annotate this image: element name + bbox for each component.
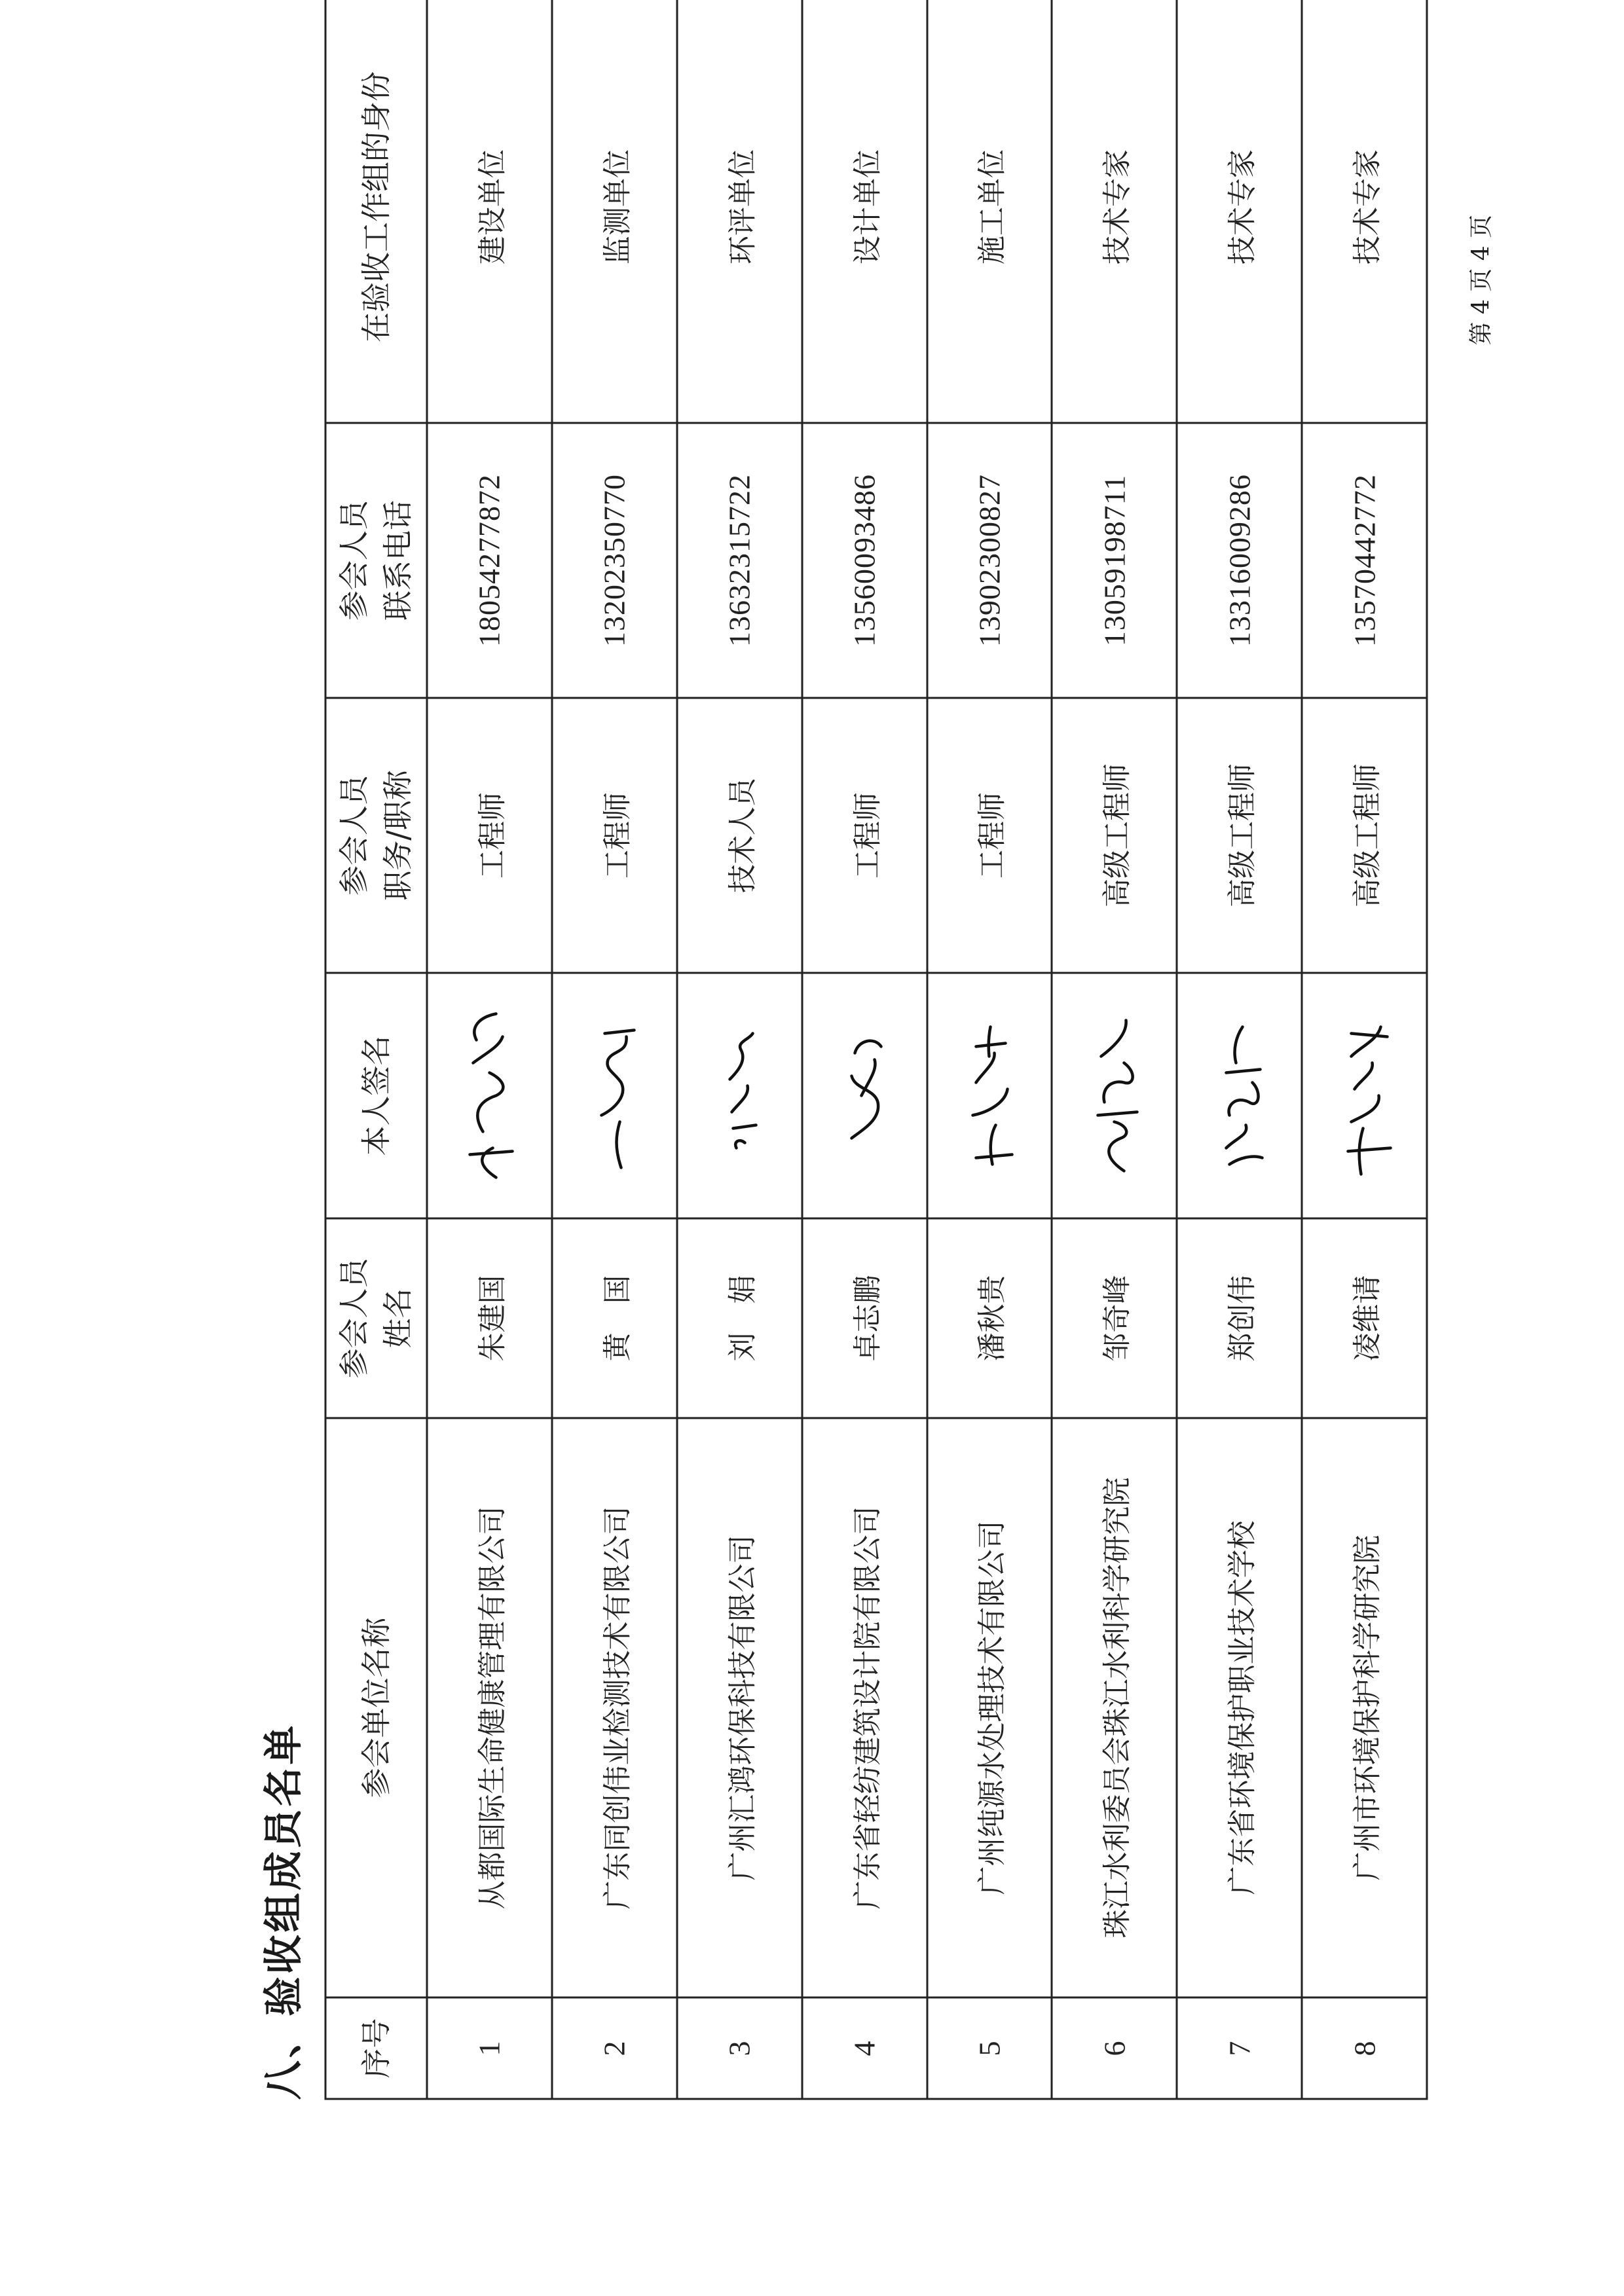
cell-index: 7	[1177, 1997, 1302, 2099]
cell-position: 高级工程师	[1052, 698, 1177, 973]
cell-position: 高级工程师	[1177, 698, 1302, 973]
cell-position: 高级工程师	[1302, 698, 1427, 973]
cell-role: 设计单位	[802, 0, 927, 423]
cell-role: 施工单位	[927, 0, 1052, 423]
header-phone	[325, 423, 427, 698]
cell-phone: 13202350770	[551, 423, 676, 698]
cell-index: 2	[551, 1997, 676, 2099]
cell-position: 工程师	[927, 698, 1052, 973]
cell-signature	[427, 973, 552, 1218]
handwritten-signature	[450, 997, 528, 1194]
header-row	[325, 0, 427, 2099]
header-org: 参会单位名称	[325, 1418, 427, 1997]
cell-signature	[1052, 973, 1177, 1218]
cell-name: 郑创伟	[1177, 1218, 1302, 1418]
header-position-line2: 职务/职称	[380, 769, 415, 901]
handwritten-signature	[1200, 997, 1278, 1194]
handwritten-signature	[1075, 997, 1153, 1194]
header-signature: 本人签名	[325, 973, 427, 1218]
handwritten-signature	[575, 997, 654, 1194]
cell-org: 广州汇鸿环保科技有限公司	[676, 1418, 802, 1997]
cell-index: 4	[802, 1997, 927, 2099]
cell-role: 技术专家	[1052, 0, 1177, 423]
table-row	[1052, 0, 1177, 2099]
cell-org: 广州纯源水处理技术有限公司	[927, 1418, 1052, 1997]
cell-role: 环评单位	[676, 0, 802, 423]
members-table	[324, 0, 1428, 2100]
handwritten-signature	[1325, 997, 1403, 1194]
cell-index: 6	[1052, 1997, 1177, 2099]
cell-org: 广东省环境保护职业技术学校	[1177, 1418, 1302, 1997]
cell-index: 8	[1302, 1997, 1427, 2099]
cell-org: 广州市环境保护科学研究院	[1302, 1418, 1427, 1997]
cell-phone: 13902300827	[927, 423, 1052, 698]
cell-name: 卓志鹏	[802, 1218, 927, 1418]
header-phone-line2: 联系电话	[380, 500, 415, 621]
handwritten-signature	[825, 997, 904, 1194]
header-index: 序号	[325, 1997, 427, 2099]
cell-name: 潘秋贵	[927, 1218, 1052, 1418]
cell-phone: 13316009286	[1177, 423, 1302, 698]
header-position	[325, 698, 427, 973]
cell-position: 技术人员	[676, 698, 802, 973]
table-row	[1302, 0, 1427, 2099]
handwritten-signature	[950, 997, 1028, 1194]
cell-name: 黄 国	[551, 1218, 676, 1418]
cell-name: 刘 娟	[676, 1218, 802, 1418]
cell-phone: 13570442772	[1302, 423, 1427, 698]
cell-org: 从都国际生命健康管理有限公司	[427, 1418, 552, 1997]
page-number: 第 4 页 4 页	[1467, 214, 1494, 345]
handwritten-signature	[700, 997, 779, 1194]
table-row	[802, 0, 927, 2099]
header-name-line1: 参会人员	[336, 1258, 372, 1378]
cell-role: 监测单位	[551, 0, 676, 423]
table-row	[427, 0, 552, 2099]
cell-role: 技术专家	[1177, 0, 1302, 423]
cell-role: 技术专家	[1302, 0, 1427, 423]
cell-phone: 13059198711	[1052, 423, 1177, 698]
cell-index: 3	[676, 1997, 802, 2099]
cell-position: 工程师	[427, 698, 552, 973]
table-row	[551, 0, 676, 2099]
cell-signature	[802, 973, 927, 1218]
section-title: 八、验收组成员名单	[261, 1722, 306, 2100]
cell-signature	[1177, 973, 1302, 1218]
header-name-line2: 姓名	[380, 1288, 415, 1348]
cell-org: 广东同创伟业检测技术有限公司	[551, 1418, 676, 1997]
table-row	[1177, 0, 1302, 2099]
cell-position: 工程师	[551, 698, 676, 973]
cell-phone: 18054277872	[427, 423, 552, 698]
cell-phone: 13560093486	[802, 423, 927, 698]
cell-org: 珠江水利委员会珠江水利科学研究院	[1052, 1418, 1177, 1997]
cell-org: 广东省轻纺建筑设计院有限公司	[802, 1418, 927, 1997]
header-phone-line1: 参会人员	[336, 500, 372, 621]
cell-position: 工程师	[802, 698, 927, 973]
cell-signature	[551, 973, 676, 1218]
cell-name: 朱建国	[427, 1218, 552, 1418]
cell-index: 1	[427, 1997, 552, 2099]
cell-name: 邹奇峰	[1052, 1218, 1177, 1418]
table-row	[927, 0, 1052, 2099]
header-name	[325, 1218, 427, 1418]
header-role: 在验收工作组的身份	[325, 0, 427, 423]
table-row	[676, 0, 802, 2099]
header-position-line1: 参会人员	[336, 774, 372, 896]
cell-signature	[1302, 973, 1427, 1218]
cell-phone: 13632315722	[676, 423, 802, 698]
cell-signature	[927, 973, 1052, 1218]
cell-role: 建设单位	[427, 0, 552, 423]
cell-index: 5	[927, 1997, 1052, 2099]
cell-name: 凌维请	[1302, 1218, 1427, 1418]
cell-signature	[676, 973, 802, 1218]
